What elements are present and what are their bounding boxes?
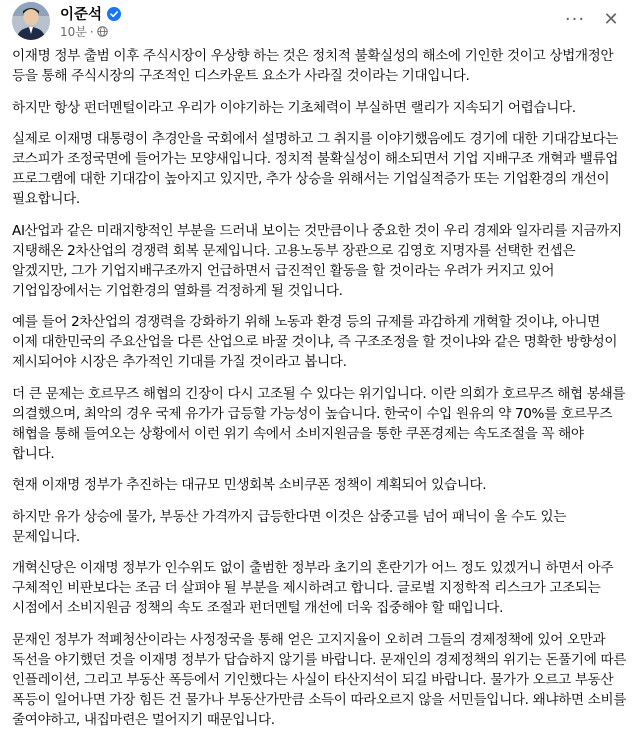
post-paragraph: 문재인 정부가 적폐청산이라는 사정정국을 통해 얻은 고지지율이 오히려 그들의 경제정책에 있어 오만과 독선을 야기했던 것을 이재명 정부가 답습하지 않기를 바랍니다. 문재인의 경제정책의 위기는 돈풀기에 따른 인플레이션, 그리고 부동산 폭등에서 기인했다는 사실이 타산지석이 되길 바랍니다. 물가가 오르고 부동산 폭등이 일어나면 가장 힘든 건 물가나 부동산가만큼 소득이 따라오르지 않을 서민들입니다. 왜냐하면 소비를 줄여야하고, 내집마련은 멀어지기 때문입니다.	[12, 631, 627, 728]
post-paragraph: 실제로 이재명 대통령이 추경안을 국회에서 설명하고 그 취지를 이야기했음에도 경기에 대한 기대감보다는 코스피가 조정국면에 들어가는 모양새입니다. 정치적 불확실성이 해소되면서 기업 지배구조 개혁과 밸류업 프로그램에 대한 기대감이 높아지고 있지만, 추가 상승을 위해서는 기업실적증가 또는 기업환경의 개선이 필요합니다.	[12, 131, 619, 207]
post-paragraph: 이재명 정부 출범 이후 주식시장이 우상향 하는 것은 정치적 불확실성의 해소에 기인한 것이고 상법개정안 등을 통해 주식시장의 구조적인 디스카운트 요소가 사라질 것이라는 기대입니다.	[12, 48, 614, 84]
post-paragraph: 현재 이재명 정부가 추진하는 대규모 민생회복 소비쿠폰 정책이 계획되어 있습니다.	[12, 477, 487, 493]
globe-icon	[97, 26, 108, 37]
meta-separator: ·	[89, 24, 94, 39]
post-header	[12, 0, 626, 44]
post-paragraph: 개혁신당은 이재명 정부가 인수위도 없이 출범한 정부라 초기의 혼란기가 어느 정도 있겠거니 하면서 아주 구체적인 비판보다는 조금 더 살펴야 될 부분을 제시하려고 합니다. 글로벌 지정학적 리스크가 고조되는 시점에서 소비지원금 정책의 속도 조절과 펀더멘털 개선에 더욱 집중해야 할 때입니다.	[12, 560, 614, 616]
avatar-image	[12, 2, 50, 40]
post-meta	[60, 23, 108, 40]
post-timestamp[interactable]: 10분	[60, 25, 87, 39]
post-body	[12, 46, 626, 730]
author-row	[60, 3, 121, 24]
post-paragraph: 예를 들어 2차산업의 경쟁력을 강화하기 위해 노동과 환경 등의 규제를 과감하게 개혁할 것이냐, 아니면 이제 대한민국의 주요산업을 다른 산업으로 바꿀 것이냐, 즉 구조조정을 할 것이냐와 같은 명확한 방향성이 제시되어야 시장은 추가적인 기대를 가질 것이라고 봅니다.	[12, 314, 618, 370]
post-paragraph: 더 큰 문제는 호르무즈 해협의 긴장이 다시 고조될 수 있다는 위기입니다. 이란 의회가 호르무즈 해협 봉쇄를 의결했으며, 최악의 경우 국제 유가가 급등할 가능성이 높습니다. 한국이 수입 원유의 약 70%를 호르무즈 해협을 통해 들여오는 상황에서 이런 위기 속에서 소비지원금을 통한 쿠폰경제는 속도조절을 꼭 해야 합니다.	[12, 385, 626, 462]
author-name[interactable]: 이준석	[60, 7, 103, 23]
close-button[interactable]: ✕	[603, 8, 619, 30]
avatar[interactable]	[12, 2, 50, 40]
more-options-button[interactable]: ···	[564, 8, 586, 30]
post-paragraph: AI산업과 같은 미래지향적인 부분을 드러내 보이는 것만큼이나 중요한 것이 우리 경제와 일자리를 지금까지 지탱해온 2차산업의 경쟁력 회복 문제입니다. 고용노동부 장관으로 김영호 지명자를 선택한 컨셉은 알겠지만, 그가 기업지배구조까지 언급하면서 급진적인 활동을 할 것이라는 우려가 커지고 있어 기업입장에서는 기업환경의 열화를 걱정하게 될 것입니다.	[12, 222, 622, 299]
post-paragraph: 하지만 항상 펀더멘털이라고 우리가 이야기하는 기초체력이 부실하면 랠리가 지속되기 어렵습니다.	[12, 99, 576, 116]
verified-badge-icon	[107, 7, 121, 21]
post-paragraph: 하지만 유가 상승에 물가, 부동산 가격까지 급등한다면 이것은 삼중고를 넘어 패닉이 올 수도 있는 문제입니다.	[12, 508, 567, 545]
